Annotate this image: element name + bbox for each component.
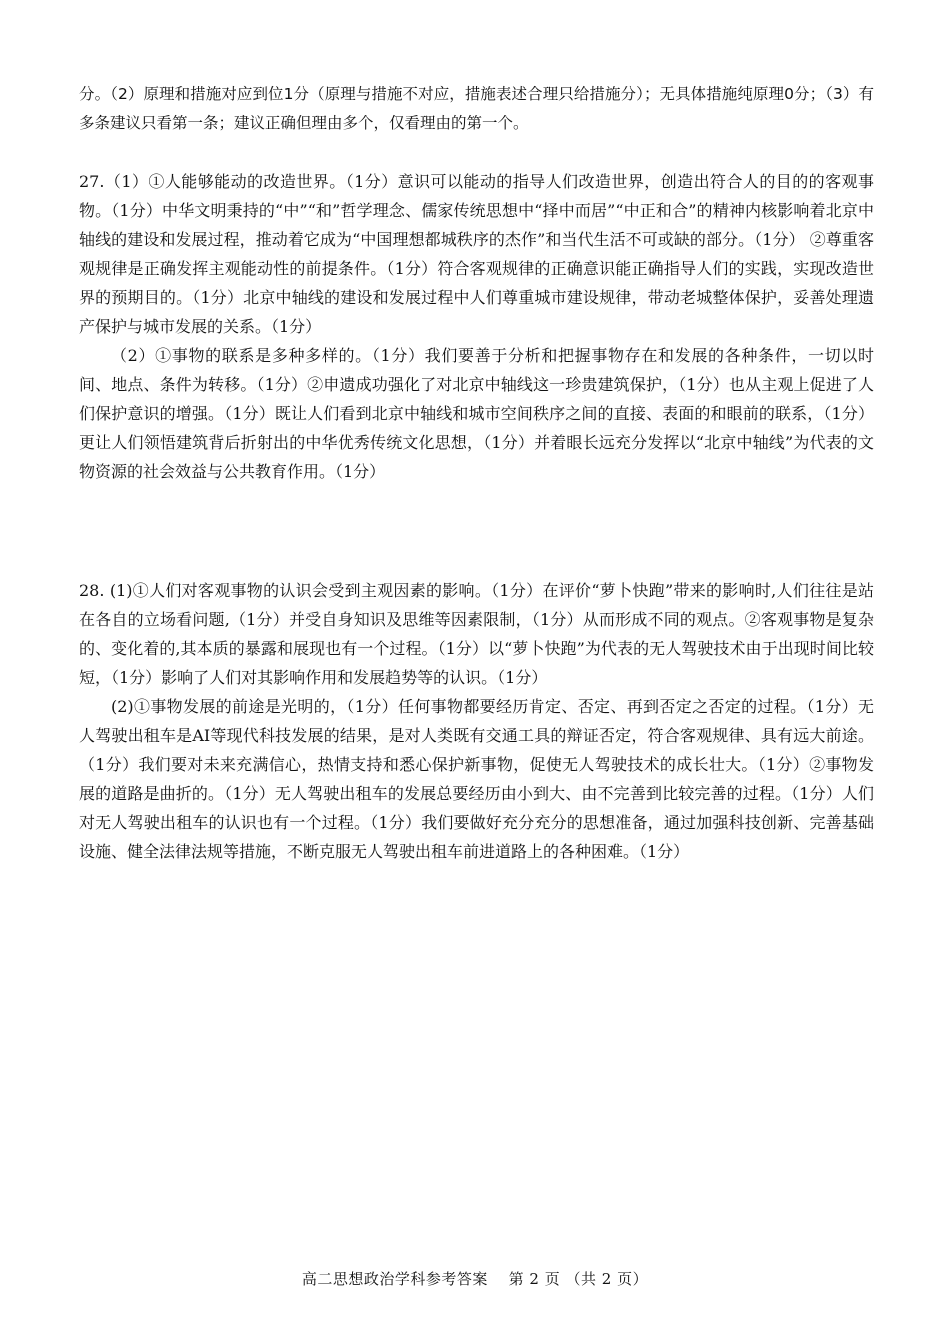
scoring-note (79, 80, 874, 138)
question-28-part-1: 28. (1)①人们对客观事物的认识会受到主观因素的影响。（1分）在评价“萝卜快跑”带来的影响时,人们往往是站在各自的立场看问题,（1分）并受自身知识及思维等因素限制，（1分）从而形成不同的观点。②客观事物是复杂的、变化着的,其本质的暴露和展现也有一个过程。（1分）以“萝卜快跑”为代表的无人驾驶技术由于出现时间比较短，（1分）影响了人们对其影响作用和发展趋势等的认识。（1分） (79, 581, 874, 687)
page-footer: 高二思想政治学科参考答案 第 2 页 （共 2 页） (301, 1270, 649, 1288)
question-28-part-2: (2)①事物发展的前途是光明的，（1分）任何事物都要经历肯定、否定、再到否定之否定的过程。（1分）无人驾驶出租车是AI等现代科技发展的结果，是对人类既有交通工具的辩证否定，符合客观规律、具有远大前途。（1分）我们要对未来充满信心，热情支持和悉心保护新事物，促使无人驾驶技术的成长壮大。（1分）②事物发展的道路是曲折的。（1分）无人驾驶出租车的发展总要经历由小到大、由不完善到比较完善的过程。（1分）人们对无人驾驶出租车的认识也有一个过程。（1分）我们要做好充分充分的思想准备，通过加强科技创新、完善基础设施、健全法律法规等措施，不断克服无人驾驶出租车前进道路上的各种困难。（1分） (79, 697, 874, 861)
question-28-answer (79, 576, 874, 866)
question-27-part-2: （2）①事物的联系是多种多样的。（1分）我们要善于分析和把握事物存在和发展的各种条件，一切以时间、地点、条件为转移。（1分）②申遗成功强化了对北京中轴线这一珍贵建筑保护，（1分）也从主观上促进了人们保护意识的增强。（1分）既让人们看到北京中轴线和城市空间秩序之间的直接、表面的和眼前的联系，（1分）更让人们领悟建筑背后折射出的中华优秀传统文化思想，（1分）并着眼长远充分发挥以“北京中轴线”为代表的文物资源的社会效益与公共教育作用。（1分） (79, 346, 874, 481)
question-27-answer (79, 167, 874, 486)
question-27-part-1: 27.（1）①人能够能动的改造世界。（1分）意识可以能动的指导人们改造世界，创造出符合人的目的的客观事物。（1分）中华文明秉持的“中”“和”哲学理念、儒家传统思想中“择中而居”“中正和合”的精神内核影响着北京中轴线的建设和发展过程，推动着它成为“中国理想都城秩序的杰作”和当代生活不可或缺的部分。（1分） ②尊重客观规律是正确发挥主观能动性的前提条件。（1分）符合客观规律的正确意识能正确指导人们的实践，实现改造世界的预期目的。（1分）北京中轴线的建设和发展过程中人们尊重城市建设规律，带动老城整体保护，妥善处理遗产保护与城市发展的关系。（1分） (79, 172, 874, 336)
scoring-note-text: 分。（2）原理和措施对应到位1分（原理与措施不对应，措施表述合理只给措施分）；无具体措施纯原理0分；（3）有多条建议只看第一条；建议正确但理由多个，仅看理由的第一个。 (79, 85, 874, 132)
